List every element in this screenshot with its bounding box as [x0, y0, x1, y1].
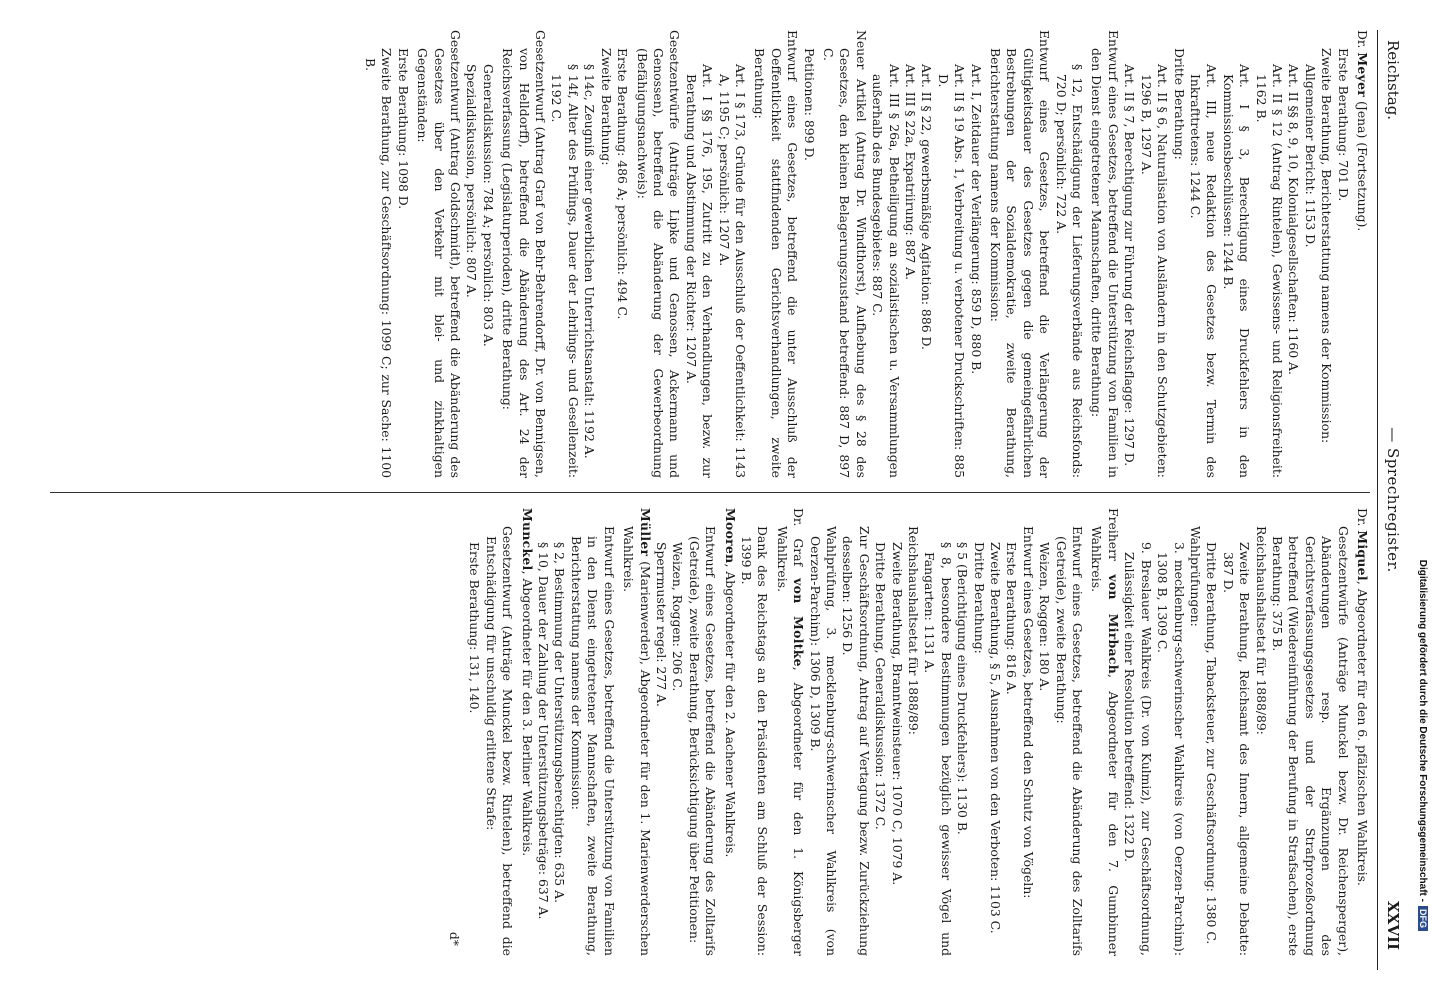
left-column-line: Entwurf eines Gesetzes, betreffend die Unterstützung von Familien in den Dienst eingetretener Mannschaften, dritte Berathung:	[1089, 30, 1121, 478]
running-head-title: — Sprechregister.	[1384, 427, 1402, 573]
left-column-line: Dritte Berathung:	[1171, 48, 1187, 160]
left-column-line: Dr. Meyer (Jena) (Fortsetzung).	[1355, 30, 1370, 232]
left-column-line: Allgemeiner Bericht: 1153 D.	[1302, 64, 1318, 248]
right-column-line: § 2, Bestimmung der Unterstützungsberechtigten: 635 A.	[552, 542, 568, 904]
digitization-text: Digitalisierung gefördert durch die Deutsche Forschungsgemeinschaft -	[1417, 559, 1428, 902]
right-column-line: Entwurf eines Gesetzes, betreffend die Abänderung des Zolltarifs (Getreide), zweite Berathung:	[1053, 526, 1086, 956]
right-column-line: Zur Geschäftsordnung, Antrag auf Vertagung bezw. Zurückziehung desselben: 1256 D.	[840, 526, 872, 956]
dfg-logo: DFG	[1418, 906, 1428, 931]
right-column-line: Erste Berathung: 131, 140.	[467, 542, 483, 714]
left-column-line: Art. II § 7, Berechtigung zur Führung der Reichsflagge: 1297 D.	[1122, 64, 1138, 467]
speaker-name: Miquel	[1355, 530, 1370, 581]
left-column-line: Art. II § 12 (Antrag Rintelen), Gewissens- und Religionsfreiheit: 1162 B.	[1253, 64, 1285, 478]
left-column-line: Spezialdiskussion, persönlich: 807 A.	[464, 64, 480, 298]
right-column-line: Weizen, Roggen: 180 A.	[1037, 542, 1053, 692]
right-column-line: Zweite Berathung, Branntweinsteuer: 1070 C, 1079 A.	[889, 542, 905, 886]
right-column-line: Wahlprüfungen:	[1187, 526, 1203, 627]
right-column-line: Dritte Berathung:	[971, 542, 987, 654]
page-number: XXVII	[1384, 901, 1402, 950]
speaker-name: von Moltke	[791, 578, 807, 667]
speaker-name: Munckel	[519, 508, 535, 571]
left-column-line: Zweite Berathung, zur Geschäftsordnung: 1099 C; zur Sache: 1100 B.	[363, 48, 395, 478]
left-column-line: Art. I § 173, Gründe für den Ausschluß der Oeffentlichkeit: 1143 A, 1195 C; persönlich: 1207 A.	[716, 64, 748, 478]
right-column-line: Erste Berathung: 816 A.	[1004, 542, 1020, 695]
left-column-line: Neuer Artikel (Antrag Dr. Windthorst), Aufhebung des § 28 des Gesetzes, den kleinen Belagerungszustand betreffend: 887 D, 897 C.	[821, 30, 869, 478]
left-column-line: Art. I § 3, Berechtigung eines Druckfehlers in den Kommissionsbeschlüssen: 1244 B.	[1220, 64, 1253, 478]
right-column-line: § 5 (Berichtigung eines Druckfehlers): 1130 B.	[955, 542, 971, 835]
left-column-line: Entwurf eines Gesetzes, betreffend die Verlängerung der Gültigkeitsdauer des Gesetzes gegen die gemeingefährlichen Bestrebungen der Sozialdemokratie, zweite Berathung, Berichterstattung namens der Kommission:	[988, 30, 1053, 478]
right-column-line: Dr. Miquel, Abgeordneter für den 6. pfälzischen Wahlkreis.	[1355, 508, 1370, 886]
left-column-line: Art. III § 22a, Expatriirung: 887 A.	[903, 64, 919, 281]
right-column-line: § 8, besondere Bestimmungen bezüglich gewisser Vögel und Fangarten: 1131 A.	[922, 542, 954, 956]
right-column-line: Zweite Berathung, § 5, Ausnahmen von den Verboten: 1103 C.	[988, 542, 1004, 934]
left-column-line: Generaldiskussion: 784 A; persönlich: 803 A.	[480, 64, 496, 347]
left-column-line: Art. III, neue Redaktion des Gesetzes bezw. Termin des Inkrafttretens: 1244 C.	[1187, 64, 1220, 478]
column-divider	[50, 492, 1370, 493]
left-column-line: Erste Berathung: 701 D.	[1335, 48, 1351, 202]
left-column-line: Art. II § 22, gewerbsmäßige Agitation: 886 D.	[919, 64, 935, 350]
right-column-line: Dritte Berathung, Generaldiskussion: 1372 C.	[873, 542, 889, 830]
right-column-line: Entwurf eines Gesetzes, betreffend die Unterstützung von Familien in den Dienst eingetretener Mannschaften, zweite Berathung, Berichterstattung namens der Kommission:	[568, 526, 617, 956]
right-column-line: Reichshaushaltsetat für 1888/89:	[1253, 526, 1269, 735]
left-column-line: Erste Berathung: 486 A; persönlich: 494 C.	[615, 48, 631, 320]
speaker-name: Mooren	[722, 508, 738, 564]
left-column-line: Gesetzentwurf (Antrag Goldschmidt), betreffend die Abänderung des Gesetzes über den Verkehr mit blei- und zinkhaltigen Gegenständen:	[415, 30, 464, 478]
right-column-line: Freiherr von Mirbach, Abgeordneter für den 7. Gumbinner Wahlkreis.	[1089, 508, 1121, 956]
digitization-note	[1410, 6, 1430, 996]
digitization-credit	[1417, 11, 1428, 931]
right-column-line: Dank des Reichstags an den Präsidenten am Schluß der Session: 1399 B.	[738, 526, 771, 956]
signature-mark: d*	[447, 931, 463, 946]
right-column-line: Weizen, Roggen: 206 C.	[670, 542, 686, 692]
right-column-line: Wahlprüfung, 3. mecklenburg-schwerinscher Wahlkreis (von Oerzen-Parchim): 1306 D, 1309 B.	[807, 526, 839, 956]
right-column-line: Dritte Berathung, Tabacksteuer, zur Geschäftsordnung: 1380 C.	[1204, 542, 1220, 945]
right-column-line: Sperrmuster regel: 277 A.	[653, 542, 669, 707]
left-column-line: Gesetzentwürfe (Anträge Lipke und Genossen, Ackermann und Genossen), betreffend die Abänderung der Gewerbeordnung (Befähigungsnachweis):	[634, 30, 683, 478]
left-column-line: Gesetzentwurf (Antrag Graf von Behr-Behrendorff, Dr. von Bennigsen, von Helldorff), betreffend die Abänderung des Art. 24 der Reichsverfassung (Legislaturperioden), dritte Berathung:	[500, 30, 549, 478]
left-column-line: Art. II §§ 8, 9, 10, Kolonialgesellschaften: 1160 A.	[1286, 64, 1302, 375]
running-head-section: Reichstag.	[1384, 40, 1402, 121]
right-column-line: Zweite Berathung, Reichsamt des Innern, allgemeine Debatte: 387 D.	[1220, 542, 1253, 956]
left-column-line: § 12, Entschädigung der Lieferungsverbände aus Reichsfonds: 720 D; persönlich: 722 A.	[1053, 64, 1086, 478]
right-column-line: Entwurf eines Gesetzes, betreffend den Schutz von Vögeln:	[1020, 526, 1036, 899]
left-column-line: Art. II § 6, Naturalisation von Ausländern in den Schutzgebieten: 1296 B, 1297 A.	[1138, 64, 1171, 478]
right-column-line: Reichshaushaltsetat für 1888/89:	[906, 526, 922, 735]
right-column-line: Munckel, Abgeordneter für den 3. Berliner Wahlkreis.	[519, 508, 535, 857]
right-column-line: Dr. Graf von Moltke, Abgeordneter für den 1. Königsberger Wahlkreis.	[774, 508, 807, 956]
left-column-line: Art. III § 26a, Betheiligung an sozialistischen u. Versammlungen außerhalb des Bundesgebietes: 887 C.	[870, 64, 902, 478]
left-column	[50, 30, 1370, 478]
speaker-name: Müller	[637, 508, 653, 557]
speaker-name: von Mirbach	[1105, 574, 1121, 675]
left-column-line: Petitionen: 899 D.	[801, 48, 817, 161]
left-column-line: Zweite Berathung, Berichterstattung namens der Kommission:	[1319, 48, 1335, 444]
left-column-line: Art. I, Zeitdauer der Verlängerung: 859 D, 880 B.	[968, 64, 984, 375]
right-column-line: Müller (Marienwerder), Abgeordneter für den 1. Marienwerderschen Wahlkreis.	[621, 508, 653, 956]
right-column-line: Gesetzentwurf (Anträge Munckel bezw. Rintelen), betreffend die Entschädigung für unschuldig erlittene Strafe:	[483, 526, 516, 956]
left-column-line: Art. II § 19 Abs. 1, Verbreitung u. verbotener Druckschriften: 885 D.	[935, 64, 968, 478]
left-column-line: § 14f, Alter des Prüflings, Dauer der Lehrlings- und Gesellenzeit: 1192 C.	[549, 64, 581, 478]
left-column-line: Zweite Berathung:	[598, 48, 614, 166]
right-column	[50, 508, 1370, 956]
left-column-line: Erste Berathung: 1098 D.	[395, 48, 411, 210]
right-column-line: Mooren, Abgeordneter für den 2. Aachener Wahlkreis.	[722, 508, 738, 858]
rotated-page-content	[30, 30, 1402, 970]
left-column-line: § 14c, Zeugniß einer gewerblichen Unterrichtsanstalt: 1192 A.	[582, 64, 598, 459]
right-column-line: 9. Breslauer Wahlkreis (Dr. von Kulmiz), zur Geschäftsordnung, Zulässigkeit einer Resolution betreffend: 1322 D.	[1122, 542, 1154, 956]
header-rule	[1377, 30, 1378, 970]
speaker-name: Meyer	[1355, 52, 1370, 98]
left-column-line: Art. I §§ 176, 195, Zutritt zu den Verhandlungen, bezw. zur Berathung und Abstimmung der Richter: 1207 A.	[683, 64, 716, 478]
left-column-line: Entwurf eines Gesetzes, betreffend die unter Ausschluß der Oeffentlichkeit stattfindenden Gerichtsverhandlungen, zweite Berathung:	[752, 30, 801, 478]
right-column-line: Entwurf eines Gesetzes, betreffend die Abänderung des Zolltarifs (Getreide), zweite Berathung, Berücksichtigung über Petitionen:	[686, 526, 719, 956]
running-head	[1380, 30, 1402, 970]
right-column-line: Gesetzentwürfe (Anträge Munckel bezw. Dr. Reichensperger), Abänderungen resp. Ergänzungen des Gerichtsverfassungsgesetzes und der Strafprozeßordnung betreffend (Wiedereinführung der Berufung in Strafsachen), erste Berathung: 375 B.	[1269, 526, 1351, 956]
right-column-line: § 10, Dauer der Zahlung der Unterstützungsbeträge: 637 A.	[536, 542, 552, 920]
right-column-line: 3. mecklenburg-schwerinscher Wahlkreis (von Oerzen-Parchim): 1308 B, 1309 C.	[1155, 542, 1187, 956]
